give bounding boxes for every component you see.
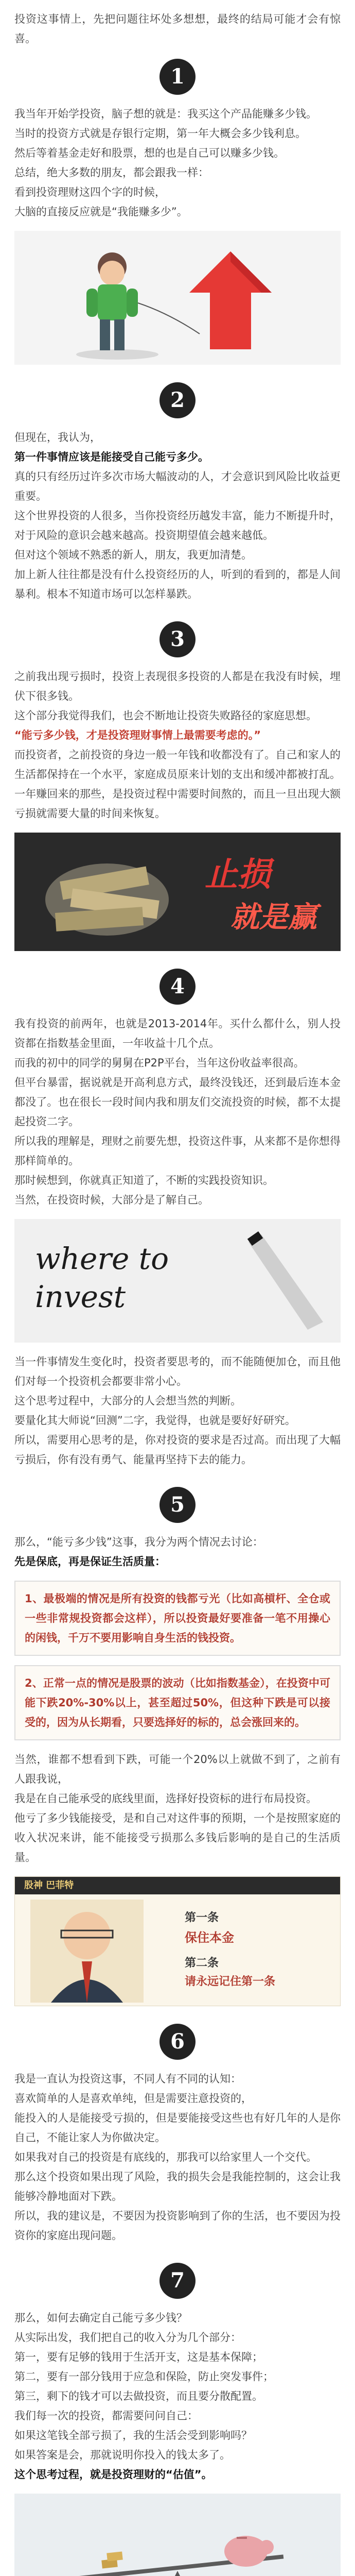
s6-p4: 如果我对自己的投资是有底线的，那我可以给家里人一个交代。: [14, 2151, 317, 2163]
s2-p4: 这个世界投资的人很多，当你投资经历越发丰富，能力不断提升时，对于风险的意识会越来越高。投资期望值会越来越低。: [14, 510, 341, 541]
banner-line2: 就是赢: [230, 900, 317, 934]
s6-p1: 我是一直认为投资这事，不同人有不同的认知：: [14, 2073, 241, 2085]
section-number-1: 1: [159, 59, 196, 95]
s7-p8: 如果答案是会，那就说明你投入的钱太多了。: [14, 2449, 230, 2461]
s4b-p3: 要量化其大师说“回测”二字，我觉得，也就是要好好研究。: [14, 1414, 296, 1427]
s2-p3: 真的只有经历过许多次市场大幅波动的人，才会意识到风险比收益更重要。: [14, 470, 341, 502]
s4-p1: 我有投资的前两年，也就是2013-2014年。买什么都什么，别人投资都在指数基金里面，一年收益十几个点。: [14, 1018, 341, 1049]
man-arrow-illustration: [14, 231, 341, 365]
s4b-p4: 所以，需要用心思考的是，你对投资的要求是否过高。而出现了大幅亏损后，你有没有勇气、能量再坚持下去的能力。: [14, 1434, 341, 1466]
stop-loss-banner: [14, 833, 341, 951]
illustration-man-arrow: [14, 231, 341, 365]
s7-p1: 那么，如何去确定自己能亏多少钱？: [14, 2312, 187, 2324]
s7-p3: 第一，要有足够的钱用于生活开支，这是基本保障；: [14, 2351, 263, 2363]
s7-p9: 这个思考过程，就是投资理财的“估值”。: [14, 2468, 212, 2481]
s4-p3: 但平台暴雷，据说就是开高利息方式，最终没钱还，还到最后连本金都没了。也在很长一段时间内我和朋友们交流投资的时候，都不太提起投资二字。: [14, 1076, 341, 1128]
s6-p5: 那么这个投资如果出现了风险，我的损失会是我能控制的，这会让我能够冷静地面对下跌。: [14, 2171, 341, 2202]
banner-line1: 止损: [205, 855, 271, 894]
s2-p6: 加上新人往往都是没有什么投资经历的人，听到的看到的，都是人间暴利。根本不知道市场可以怎样暴跌。: [14, 568, 341, 600]
s5-p5: 他亏了多少钱能接受，是和自己对这件事的预期，一个是按照家庭的收入状况来讲，能不能接受亏损那么多钱后影响的是自己的生活质量。: [14, 1812, 341, 1863]
section-number-6: 6: [159, 2024, 196, 2060]
s4b-p1: 当一件事情发生变化时，投资者要思考的，而不能随便加仓，而且他们对每一个投资机会都要非常小心。: [14, 1355, 341, 1387]
s5-p3: 当然，谁都不想看到下跌，可能一个20%以上就做不到了，之前有人跟我说，: [14, 1753, 341, 1785]
section-number-2: 2: [159, 382, 196, 418]
s4-p2: 而我的初中的同学的舅舅在P2P平台，当年这份收益率很高。: [14, 1057, 305, 1069]
s4b-p2: 这个思考过程中，大部分的人会想当然的判断。: [14, 1395, 241, 1407]
scenario-2-text: 2、正常一点的情况是股票的波动（比如指数基金），在投资中可能下跌20%-30%以上，甚至超过50%，但这种下跌是可以接受的，因为从长期看，只要选择好的标的，总会涨回来的。: [25, 1677, 330, 1728]
s6-p3: 能投入的人是能接受亏损的，但是要能接受这些也有好几年的人是你自己，不能让家人为你做决定。: [14, 2112, 341, 2144]
s4-p4: 所以我的理解是，理财之前要先想，投资这件事，从来都不是你想得那样简单的。: [14, 1135, 341, 1167]
s1-p3: 然后等着基金走好和股票，想的也是自己可以赚多少钱。: [14, 147, 285, 159]
s3-p3-highlight: “能亏多少钱，才是投资理财事情上最需要考虑的。”: [14, 729, 261, 741]
buffett-portrait: [30, 1900, 144, 2003]
s2-p2: 第一件事情应该是能接受自己能亏多少。: [14, 451, 209, 463]
s1-p1: 我当年开始学投资，脑子想的就是：我买这个产品能赚多少钱。: [14, 108, 317, 120]
s1-p5: 看到投资理财这四个字的时候，: [14, 186, 166, 198]
section-number-3: 3: [159, 621, 196, 657]
scenario-box-2: [14, 1665, 341, 1740]
buffett-rules-card: [14, 1876, 341, 2006]
where-to-invest-image: [14, 1219, 341, 1343]
s6-p2: 喜欢简单的人是喜欢单纯，但是需要注意投资的，: [14, 2092, 252, 2105]
section-number-7: 7: [159, 2263, 196, 2299]
section-number-4: 4: [159, 969, 196, 1005]
s1-p4: 总结，绝大多数的朋友，都会跟我一样：: [14, 166, 209, 179]
s2-p5: 但对这个领域不熟悉的新人，朋友，我更加清楚。: [14, 549, 252, 561]
s3-p2: 这个部分我觉得我们，也会不断地让投资失败路径的家庭思想。: [14, 709, 317, 722]
s5-p1: 那么，“能亏多少钱”这事，我分为两个情况去讨论：: [14, 1536, 263, 1548]
piggy-bank-balance-image: [14, 2494, 341, 2576]
s1-p2: 当时的投资方式就是存银行定期，第一年大概会多少钱利息。: [14, 127, 306, 140]
s7-p5: 第三，剩下的钱才可以去做投资，而且要分散配置。: [14, 2390, 263, 2402]
s4-p5: 那时候想到，你就真正知道了，不断的实践投资知识。: [14, 1174, 274, 1187]
where-to-invest-text: where to invest: [35, 1241, 169, 1314]
buffett-header: 股神 巴菲特: [15, 1877, 341, 1894]
s6-p6: 所以，我的建议是，不要因为投资影响到了你的生活，也不要因为投资你的家庭出现问题。: [14, 2210, 341, 2242]
scenario-1-text: 1、最极端的情况是所有投资的钱都亏光（比如高槓杆、全仓或一些非常规投资都会这样），所以投资最好要准备一笔不用操心的闲钱，千万不要用影响自身生活的钱投资。: [25, 1592, 330, 1644]
s5-p2: 先是保底，再是保证生活质量：: [14, 1555, 166, 1568]
rule2-text: 请永远记住第一条: [185, 1975, 276, 1988]
s5-p4: 我是在自己能承受的底线里面，选择好投资标的进行布局投资。: [14, 1792, 317, 1805]
s7-p6: 我们每一次的投资，都需要问问自己：: [14, 2410, 198, 2422]
section-number-5: 5: [159, 1487, 196, 1523]
scenario-box-1: [14, 1581, 341, 1656]
s1-p6: 大脑的直接反应就是“我能赚多少”。: [14, 206, 188, 218]
s4-p6: 当然，在投资时候，大部分是了解自己。: [14, 1194, 209, 1206]
rule1-title: 第一条: [185, 1911, 219, 1924]
s7-p7: 如果这笔钱全部亏损了，我的生活会受到影响吗？: [14, 2429, 252, 2442]
s7-p4: 第二，要有一部分钱用于应急和保险，防止突发事件；: [14, 2370, 274, 2383]
rule2-title: 第二条: [185, 1957, 219, 1970]
rule1-text: 保住本金: [185, 1930, 234, 1945]
balance-scale-graphic: [14, 2494, 341, 2576]
intro-text: 投资这事情上，先把问题往坏处多想想，最终的结局可能才会有惊喜。: [14, 13, 341, 45]
s3-p1: 之前我出现亏损时，投资上表现很多投资的人都是在我没有时候，埋伏下很多钱。: [14, 670, 341, 702]
s2-p1: 但现在，我认为，: [14, 431, 101, 444]
s7-p2: 从实际出发，我们把自己的收入分为几个部分：: [14, 2331, 241, 2344]
s3-p4: 而投资者，之前投资的身边一般一年钱和收都没有了。自己和家人的生活都保持在一个水平，家庭成员原来计划的支出和缓冲都被打乱。一年赚回来的那些，是投资过程中需要时间熬的，而且一旦出现大额亏损就需要大量的时间来恢复。: [14, 749, 341, 820]
